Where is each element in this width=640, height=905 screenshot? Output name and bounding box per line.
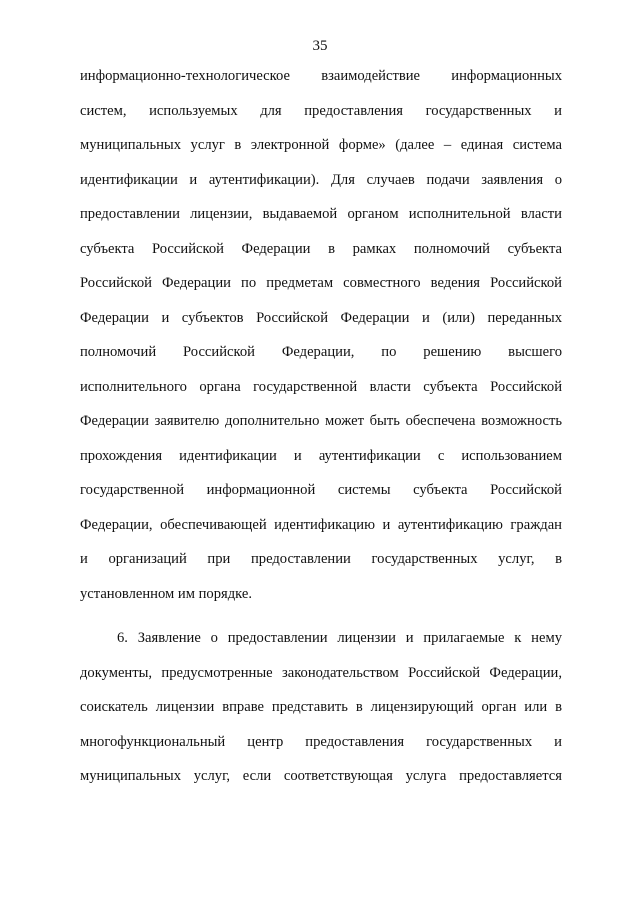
text-line: прохождения идентификации и аутентификации с использованием (80, 447, 562, 464)
text-line: полномочий Российской Федерации, по решению высшего (80, 344, 562, 360)
paragraph-spacing (80, 616, 562, 626)
text-line: Федерации и субъектов Российской Федерации и (или) переданных (80, 309, 562, 326)
text-line: предоставлении лицензии, выдаваемой органом исполнительной власти (80, 206, 562, 222)
text-line: 6. Заявление о предоставлении лицензии и прилагаемые к нему (117, 630, 562, 646)
text-line: муниципальных услуг, если соответствующая услуга предоставляется (80, 768, 562, 784)
text-line: идентификации и аутентификации). Для случаев подачи заявления о (80, 171, 562, 188)
text-line: и организаций при предоставлении государственных услуг, в (80, 551, 562, 567)
text-line: Российской Федерации по предметам совместного ведения Российской (80, 275, 562, 291)
paragraph-2 (80, 626, 562, 799)
paragraph-1 (80, 64, 562, 616)
text-line: систем, используемых для предоставления государственных и (80, 102, 562, 119)
text-line: Федерации, обеспечивающей идентификацию и аутентификацию граждан (80, 516, 562, 533)
document-body (80, 64, 562, 799)
text-line: документы, предусмотренные законодательством Российской Федерации, (80, 664, 562, 681)
text-line: субъекта Российской Федерации в рамках полномочий субъекта (80, 240, 562, 257)
text-line: установленном им порядке. (80, 585, 252, 602)
text-line: информационно-технологическое взаимодействие информационных (80, 68, 562, 84)
text-line: соискатель лицензии вправе представить в лицензирующий орган или в (80, 699, 562, 715)
text-line: исполнительного органа государственной власти субъекта Российской (80, 378, 562, 395)
text-line: муниципальных услуг в электронной форме» (далее – единая система (80, 137, 562, 153)
text-line: Федерации заявителю дополнительно может быть обеспечена возможность (80, 413, 562, 429)
text-line: многофункциональный центр предоставления государственных и (80, 733, 562, 750)
text-line: государственной информационной системы субъекта Российской (80, 482, 562, 498)
page-number: 35 (312, 38, 328, 54)
